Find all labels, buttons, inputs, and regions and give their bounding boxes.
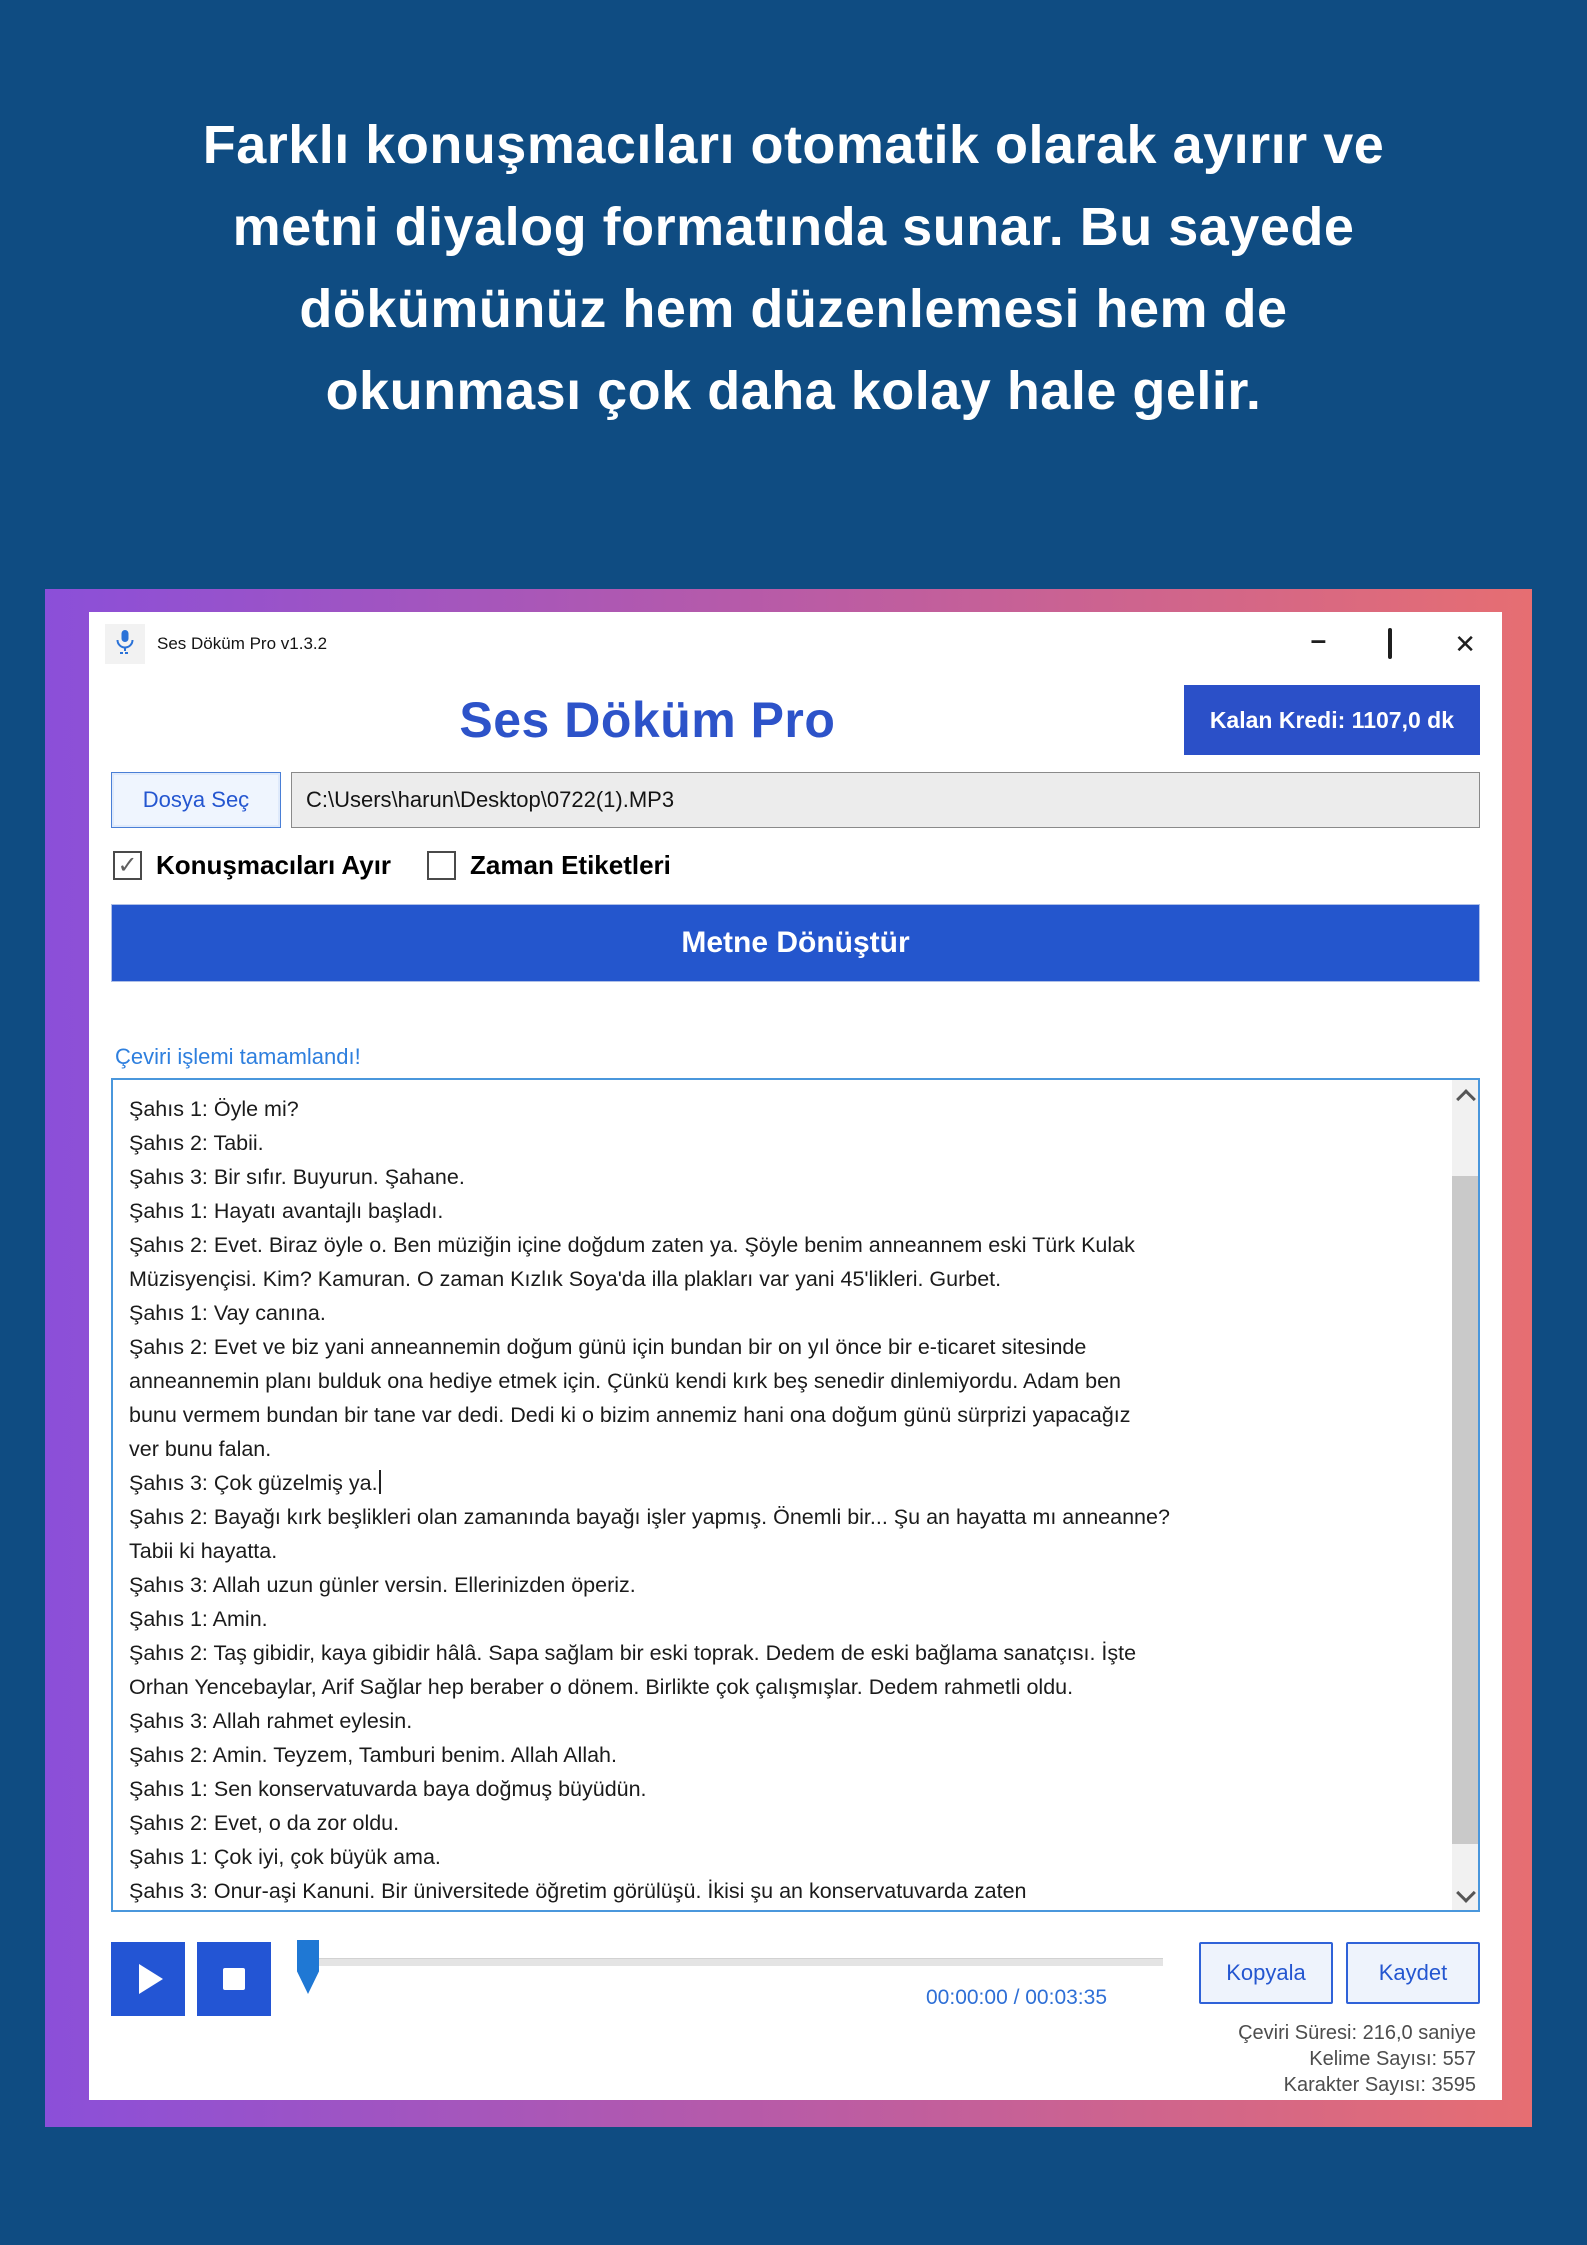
credit-badge: Kalan Kredi: 1107,0 dk — [1184, 685, 1480, 755]
options-row — [113, 850, 1480, 880]
transcript-line: Şahıs 3: Çok güzelmiş ya. — [129, 1466, 1444, 1500]
titlebar — [89, 612, 1502, 668]
file-path-field[interactable]: C:\Users\harun\Desktop\0722(1).MP3 — [291, 772, 1480, 828]
scroll-down-icon[interactable] — [1456, 1883, 1476, 1903]
transcript-line: Şahıs 3: Allah rahmet eylesin. — [129, 1709, 413, 1733]
stop-button[interactable] — [197, 1942, 271, 2016]
playback-time: 00:00:00 / 00:03:35 — [926, 1986, 1107, 2009]
text-cursor — [379, 1470, 381, 1494]
app-title: Ses Döküm Pro — [459, 692, 836, 748]
transcript-line: anneannemin planı bulduk ona hediye etmek için. Çünkü kendi kırk beş senedir dinlemiyordu. Adam ben — [129, 1369, 1121, 1393]
hero-line: Farklı konuşmacıları otomatik olarak ayırır ve — [202, 115, 1385, 175]
copy-button[interactable]: Kopyala — [1199, 1942, 1333, 2004]
window-title: Ses Döküm Pro v1.3.2 — [157, 634, 328, 653]
transcript-line: Şahıs 3: Allah uzun günler versin. Ellerinizden öperiz. — [129, 1573, 636, 1597]
transcript-line: Şahıs 2: Tabii. — [129, 1131, 264, 1155]
transcript-line: Şahıs 1: Sen konservatuvarda baya doğmuş büyüdün. — [129, 1777, 647, 1801]
gradient-frame — [45, 589, 1532, 2127]
transcript-line: Şahıs 2: Bayağı kırk beşlikleri olan zamanında bayağı işler yapmış. Önemli bir... Şu an hayatta mı anneanne? — [129, 1505, 1170, 1529]
stat-word-count: Kelime Sayısı: 557 — [1309, 2048, 1476, 2070]
slider-track[interactable] — [297, 1958, 1163, 1966]
app-icon — [105, 624, 145, 664]
transcript-line: Şahıs 1: Vay canına. — [129, 1301, 326, 1325]
play-button[interactable] — [111, 1942, 185, 2016]
app-window — [89, 612, 1502, 2100]
save-button[interactable]: Kaydet — [1346, 1942, 1480, 2004]
transcript-line: Şahıs 2: Amin. Teyzem, Tamburi benim. Allah Allah. — [129, 1743, 617, 1767]
play-icon — [139, 1964, 163, 1994]
transcript-text — [113, 1080, 1450, 1910]
transcript-line: Şahıs 2: Taş gibidir, kaya gibidir hâlâ. Sapa sağlam bir eski toprak. Dedem de eski bağlama sanatçısı. İşte — [129, 1641, 1137, 1665]
transcript-line: Şahıs 2: Evet. Biraz öyle o. Ben müziğin içine doğdum zaten ya. Şöyle benim anneannem eski Türk Kulak — [129, 1233, 1135, 1257]
seek-slider[interactable] — [297, 1942, 1181, 2018]
player-row — [111, 1942, 1480, 2020]
hero-line: metni diyalog formatında sunar. Bu sayede — [232, 197, 1355, 257]
action-buttons — [1199, 1942, 1480, 2004]
transcript-line: Şahıs 3: Onur-aşi Kanuni. Bir üniversitede öğretim görülüşü. İkisi şu an konservatuvarda zaten — [129, 1879, 1027, 1903]
close-button[interactable]: ✕ — [1454, 629, 1476, 659]
transcript-line: Orhan Yencebaylar, Arif Sağlar hep beraber o dönem. Birlikte çok çalışmışlar. Dedem rahmetli oldu. — [129, 1675, 1074, 1699]
transcript-line: Şahıs 1: Hayatı avantajlı başladı. — [129, 1199, 444, 1223]
transcript-line: Müzisyençisi. Kim? Kamuran. O zaman Kızlık Soya'da illa plakları var yani 45'likleri. Gurbet. — [129, 1267, 1002, 1291]
maximize-icon — [1388, 628, 1392, 659]
slider-thumb[interactable] — [297, 1940, 319, 1994]
scrollbar[interactable] — [1452, 1080, 1478, 1910]
hero-line: okunması çok daha kolay hale gelir. — [325, 361, 1262, 421]
transcript-line: Şahıs 1: Amin. — [129, 1607, 268, 1631]
stats-block — [89, 2020, 1476, 2098]
stat-duration: Çeviri Süresi: 216,0 saniye — [1238, 2022, 1476, 2044]
transcript-line: Tabii ki hayatta. — [129, 1539, 278, 1563]
transcript-line: Şahıs 3: Bir sıfır. Buyurun. Şahane. — [129, 1165, 465, 1189]
scrollbar-thumb[interactable] — [1452, 1176, 1478, 1844]
stop-icon — [223, 1968, 245, 1990]
transcript-line: ver bunu falan. — [129, 1437, 272, 1461]
timestamps-checkbox-label: Zaman Etiketleri — [470, 849, 671, 880]
window-controls — [1310, 624, 1476, 659]
file-row — [111, 772, 1480, 828]
transcript-textarea[interactable] — [111, 1078, 1480, 1912]
header-row — [111, 680, 1480, 760]
transcript-line: Şahıs 1: Öyle mi? — [129, 1097, 299, 1121]
speakers-checkbox[interactable]: ✓ — [113, 851, 142, 880]
minimize-button[interactable]: – — [1310, 624, 1327, 655]
stat-char-count: Karakter Sayısı: 3595 — [1283, 2074, 1476, 2096]
transcript-line: Şahıs 1: Çok iyi, çok büyük ama. — [129, 1845, 441, 1869]
scroll-up-icon[interactable] — [1456, 1089, 1476, 1109]
choose-file-button[interactable]: Dosya Seç — [111, 772, 281, 828]
status-message: Çeviri işlemi tamamlandı! — [115, 1044, 361, 1069]
microphone-icon — [113, 629, 137, 660]
convert-button[interactable]: Metne Dönüştür — [111, 904, 1480, 982]
timestamps-checkbox[interactable] — [427, 851, 456, 880]
maximize-button[interactable] — [1388, 632, 1392, 656]
transcript-line: Şahıs 2: Evet ve biz yani anneannemin doğum günü için bundan bir on yıl önce bir e-ticaret sitesinde — [129, 1335, 1087, 1359]
hero-heading — [0, 104, 1587, 432]
transcript-line: bunu vermem bundan bir tane var dedi. Dedi ki o bizim annemiz hani ona doğum günü sürprizi yapacağız — [129, 1403, 1131, 1427]
speakers-checkbox-label: Konuşmacıları Ayır — [156, 849, 392, 880]
transcript-line: Şahıs 2: Evet, o da zor oldu. — [129, 1811, 400, 1835]
hero-line: dökümünüz hem düzenlemesi hem de — [299, 279, 1288, 339]
